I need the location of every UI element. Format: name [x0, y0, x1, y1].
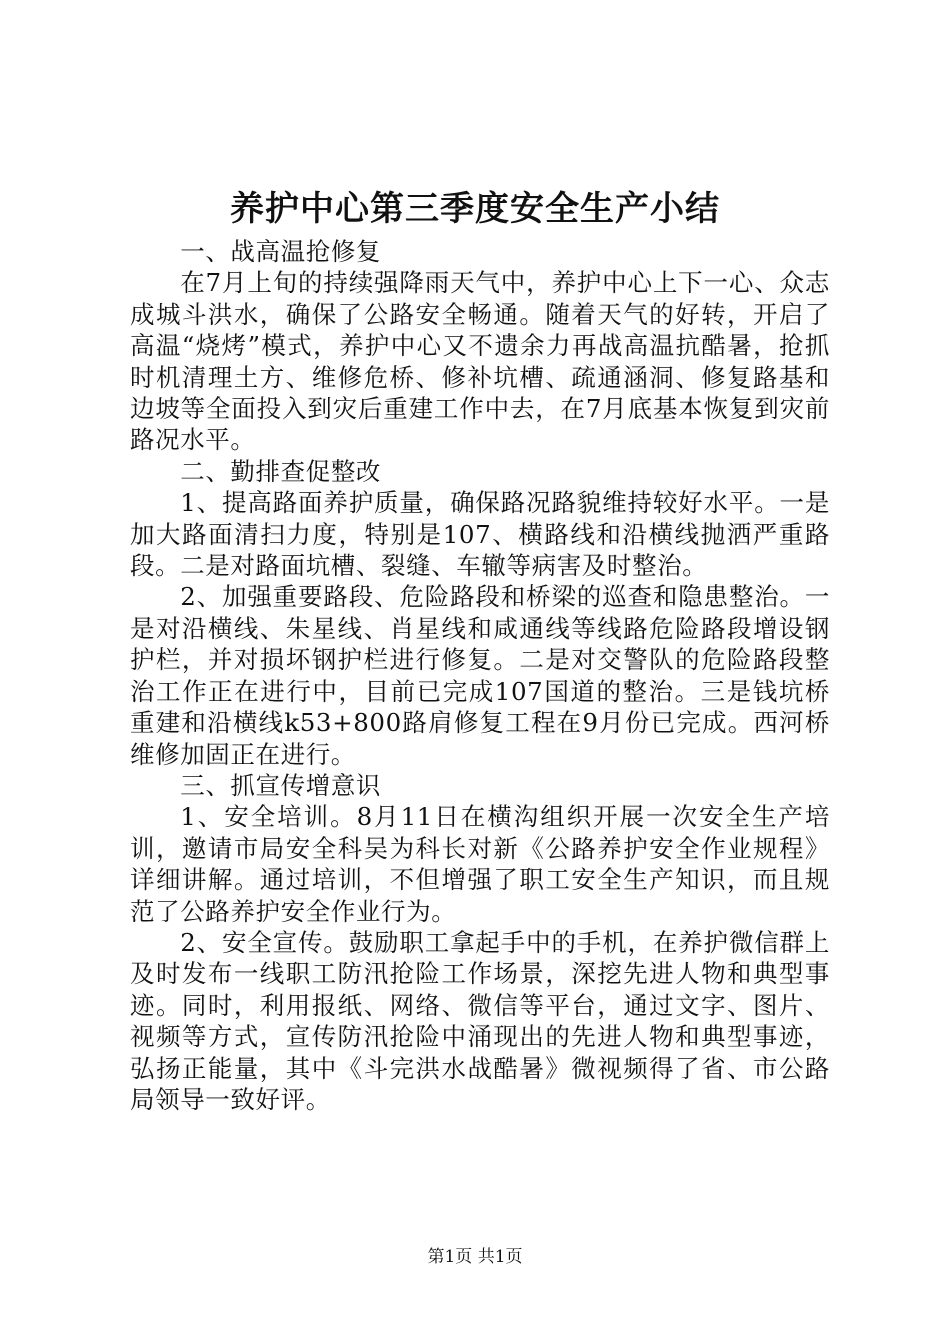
body-paragraph: 2、安全宣传。鼓励职工拿起手中的手机，在养护微信群上及时发布一线职工防汛抢险工作场景，深挖先进人物和典型事迹。同时，利用报纸、网络、微信等平台，通过文字、图片、视频等方式，宣传防汛抢险中涌现出的先进人物和典型事迹，弘扬正能量，其中《斗完洪水战酷暑》微视频得了省、市公路局领导一致好评。 [130, 927, 830, 1114]
body-paragraph: 在7月上旬的持续强降雨天气中，养护中心上下一心、众志成城斗洪水，确保了公路安全畅通。随着天气的好转，开启了高温“烧烤”模式，养护中心又不遗余力再战高温抗酷暑，抢抓时机清理土方、维修危桥、修补坑槽、疏通涵洞、修复路基和边坡等全面投入到灾后重建工作中去，在7月底基本恢复到灾前路况水平。 [130, 268, 830, 455]
section-heading: 三、抓宣传增意识 [180, 770, 382, 800]
section-heading: 一、战高温抢修复 [180, 237, 382, 266]
body-paragraph: 1、安全培训。8月11日在横沟组织开展一次安全生产培训，邀请市局安全科吴为科长对新《公路养护安全作业规程》详细讲解。通过培训，不但增强了职工安全生产知识，而且规范了公路养护安全作业行为。 [130, 802, 830, 926]
body-paragraph: 2、加强重要路段、危险路段和桥梁的巡查和隐患整治。一是对沿横线、朱星线、肖星线和咸通线等线路危险路段增设钢护栏，并对损坏钢护栏进行修复。二是对交警队的危险路段整治工作正在进行中，目前已完成107国道的整治。三是钱坑桥重建和沿横线k53+800路肩修复工程在9月份已完成。西河桥维修加固正在进行。 [130, 582, 830, 769]
section-heading: 二、勤排查促整改 [180, 456, 382, 486]
document-body [130, 236, 830, 1115]
page-footer: 第1页 共1页 [427, 1247, 523, 1267]
document-title: 养护中心第三季度安全生产小结 [230, 189, 720, 229]
body-paragraph: 1、提高路面养护质量，确保路况路貌维持较好水平。一是加大路面清扫力度，特别是107、横路线和沿横线抛洒严重路段。二是对路面坑槽、裂缝、车辙等病害及时整治。 [130, 488, 830, 581]
